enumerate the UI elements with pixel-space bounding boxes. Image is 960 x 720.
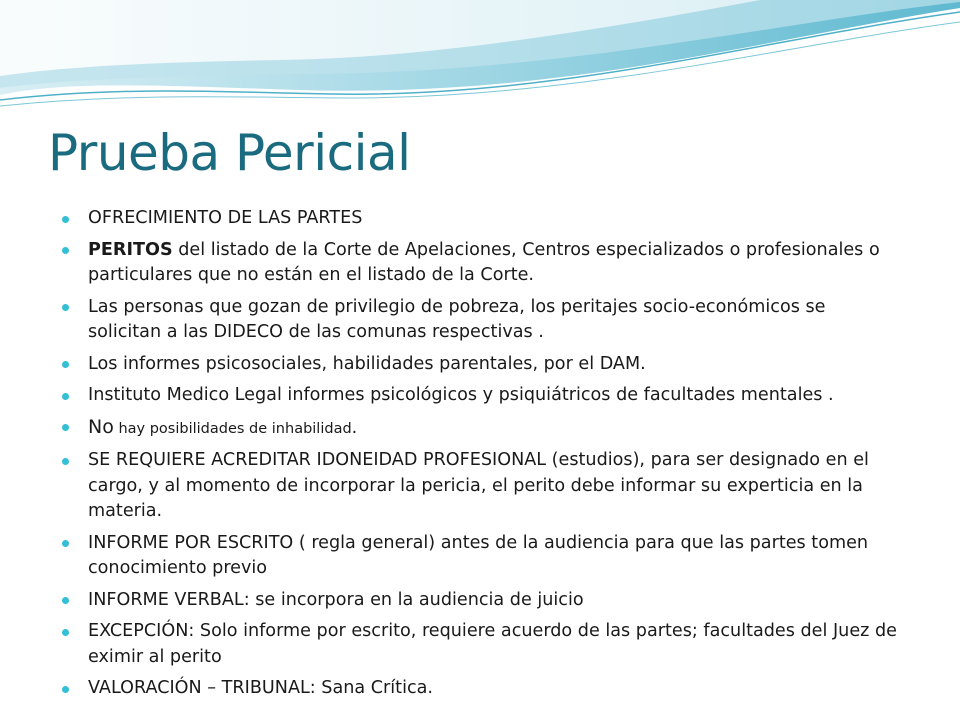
bullet-item bbox=[62, 448, 904, 525]
bullet-item bbox=[62, 588, 904, 614]
bullet-item bbox=[62, 619, 904, 670]
bullet-text: Los informes psicosociales, habilidades parentales, por el DAM. bbox=[88, 353, 646, 374]
bullet-tail-text: . bbox=[351, 417, 358, 438]
bullet-text: del listado de la Corte de Apelaciones, Centros especializados o profesionales o particulares que no están en el listado de la Corte. bbox=[88, 239, 880, 285]
bullet-item bbox=[62, 352, 904, 378]
bullet-item bbox=[62, 206, 904, 232]
bullet-list bbox=[62, 206, 904, 708]
bullet-item bbox=[62, 415, 904, 443]
bullet-text: INFORME VERBAL: se incorpora en la audiencia de juicio bbox=[88, 589, 584, 610]
slide-title: Prueba Pericial bbox=[48, 124, 411, 182]
bullet-item bbox=[62, 238, 904, 289]
bullet-item bbox=[62, 383, 904, 409]
bullet-item bbox=[62, 531, 904, 582]
bullet-text: Instituto Medico Legal informes psicológicos y psiquiátricos de facultades mentales . bbox=[88, 385, 834, 405]
bullet-small-text: hay posibilidades de inhabilidad bbox=[113, 420, 352, 437]
header-wave-decoration bbox=[0, 0, 960, 120]
bullet-lead-text: No bbox=[88, 415, 114, 438]
bullet-item bbox=[62, 676, 904, 702]
bullet-text: INFORME POR ESCRITO ( regla general) antes de la audiencia para que las partes tomen conocimiento previo bbox=[88, 532, 869, 578]
bullet-bold-text: PERITOS bbox=[88, 239, 173, 260]
bullet-text: VALORACIÓN – TRIBUNAL: Sana Crítica. bbox=[88, 678, 434, 698]
bullet-text: OFRECIMIENTO DE LAS PARTES bbox=[88, 208, 363, 228]
bullet-text: EXCEPCIÓN: Solo informe por escrito, requiere acuerdo de las partes; facultades del Juez de eximir al perito bbox=[88, 621, 897, 667]
bullet-text: Las personas que gozan de privilegio de pobreza, los peritajes socio-económicos se solicitan a las DIDECO de las comunas respectivas . bbox=[88, 296, 826, 342]
bullet-item bbox=[62, 295, 904, 346]
bullet-text: SE REQUIERE ACREDITAR IDONEIDAD PROFESIONAL (estudios), para ser designado en el cargo, y al momento de incorporar la pericia, el perito debe informar su experticia en la materia. bbox=[88, 450, 869, 521]
